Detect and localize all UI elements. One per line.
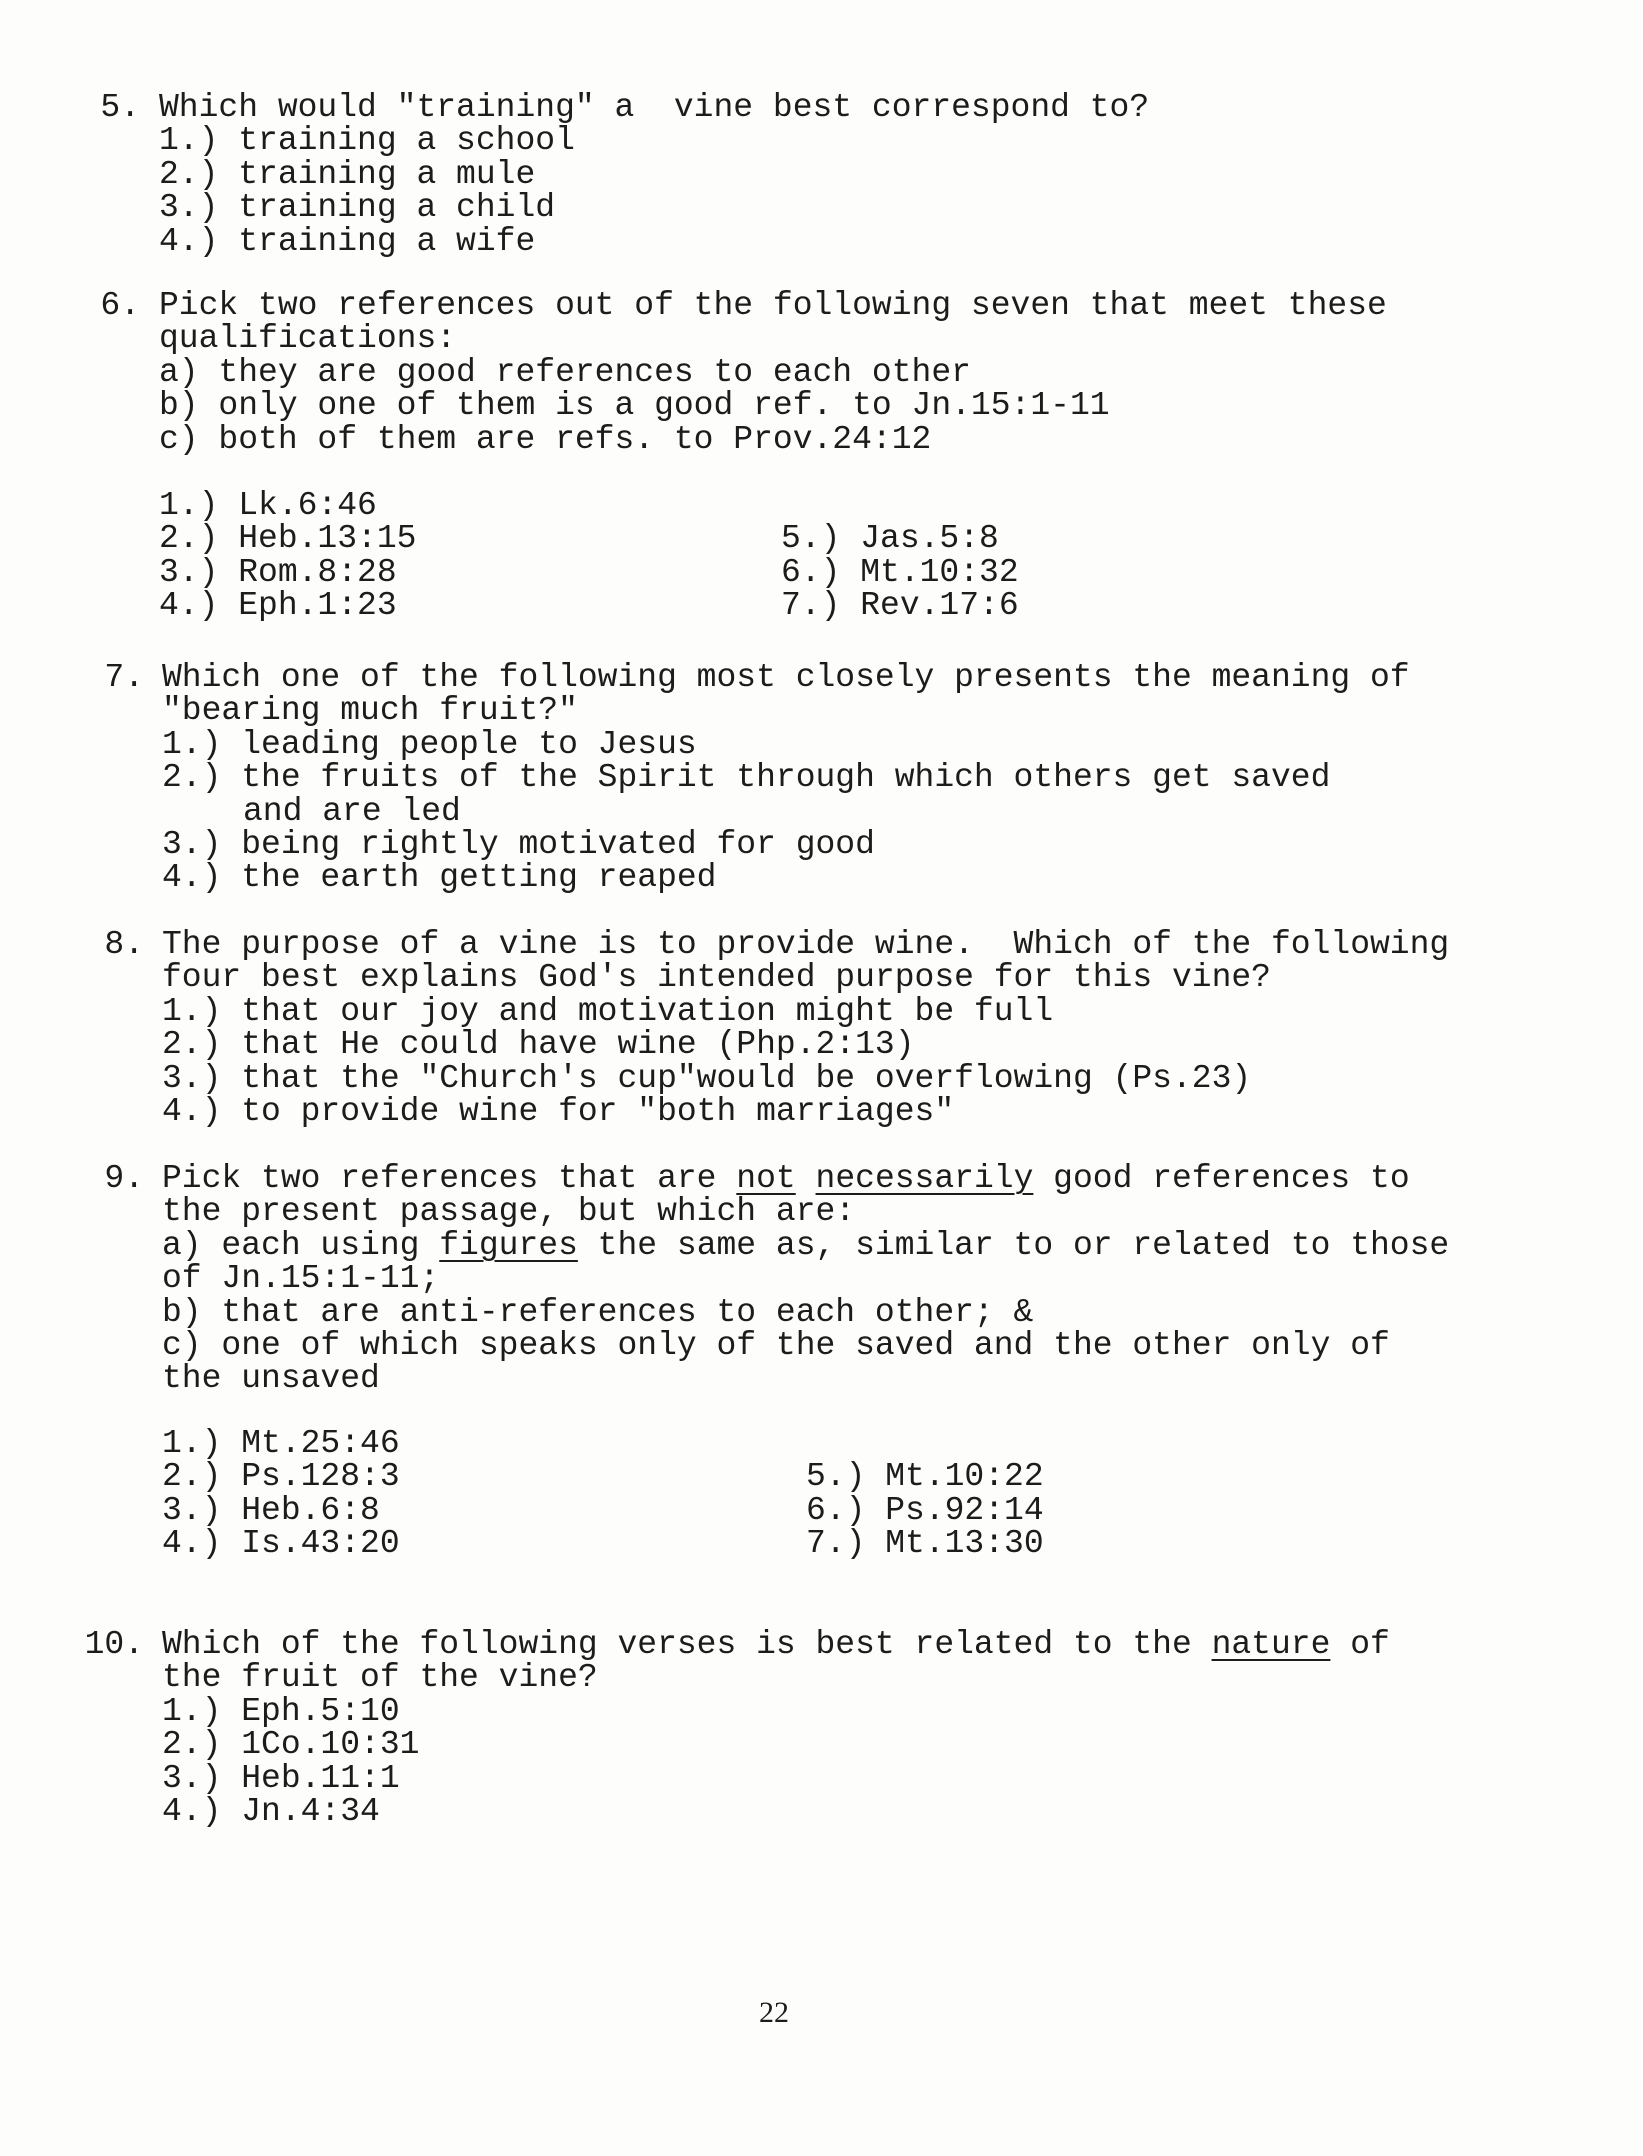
stem-text: of Jn.15:1-11;	[162, 1260, 440, 1298]
stem-text: the same as, similar to or related to those	[577, 1226, 1450, 1264]
question-body	[159, 91, 1149, 258]
stem-line	[162, 1162, 1449, 1195]
answer-option	[162, 725, 1410, 763]
stem-text: Pick two references out of the following seven that meet these	[159, 287, 1387, 324]
stem-text: c) both of them are refs. to Prov.24:12	[159, 420, 932, 458]
reference-column-right	[806, 1458, 1044, 1563]
option-text: 2.) that He could have wine (Php.2:13)	[162, 1026, 915, 1064]
question-number: 10.	[84, 1626, 144, 1663]
underlined-text: figures	[439, 1226, 578, 1264]
answer-option	[159, 189, 1149, 227]
answer-option	[162, 992, 1449, 1030]
option-continuation: and are led	[243, 792, 461, 830]
stem-text	[796, 1160, 816, 1197]
option-text: 1.) training a school	[159, 122, 575, 160]
stem-text: c) one of which speaks only of the saved and the other only of	[162, 1326, 1390, 1364]
question-body	[162, 928, 1449, 1128]
stem-text: qualifications:	[159, 320, 457, 358]
stem-line	[162, 1260, 1449, 1298]
stem-line	[162, 661, 1410, 694]
reference-column-left	[159, 489, 416, 623]
option-text: 3.) that the "Church's cup"would be overflowing (Ps.23)	[162, 1059, 1252, 1097]
option-text: 4.) to provide wine for "both marriages"	[162, 1092, 955, 1130]
question-number: 7.	[104, 659, 144, 696]
reference-item: 6.) Mt.10:32	[781, 553, 1019, 591]
stem-line	[162, 959, 1449, 997]
reference-item: 3.) Rom.8:28	[159, 553, 397, 591]
answer-option	[159, 155, 1149, 193]
stem-text: the present passage, but which are:	[162, 1193, 856, 1231]
reference-item: 4.) Eph.1:23	[159, 587, 397, 625]
reference-item: 1.) Mt.25:46	[162, 1425, 400, 1462]
question-number: 6.	[100, 287, 140, 324]
stem-line	[162, 1360, 1449, 1398]
answer-option	[162, 859, 1410, 897]
stem-text: four best explains God's intended purpose for this vine?	[162, 959, 1271, 997]
option-text: 3.) being rightly motivated for good	[162, 825, 875, 863]
stem-text: a) each using	[162, 1226, 440, 1264]
stem-line	[162, 1226, 1450, 1264]
reference-item: 6.) Ps.92:14	[806, 1491, 1044, 1529]
answer-option	[162, 1692, 1390, 1730]
answer-option	[162, 1092, 1449, 1130]
reference-item: 5.) Mt.10:22	[806, 1458, 1044, 1496]
stem-line	[159, 387, 1387, 425]
stem-text: good references to	[1033, 1160, 1410, 1197]
option-text: 4.) Jn.4:34	[162, 1792, 380, 1830]
reference-column-right	[781, 520, 1019, 625]
question-body	[159, 289, 1387, 456]
stem-line	[159, 420, 1387, 458]
reference-item: 2.) Heb.13:15	[159, 520, 417, 558]
reference-item: 4.) Is.43:20	[162, 1525, 400, 1563]
reference-item: 7.) Mt.13:30	[806, 1525, 1044, 1563]
stem-line	[162, 1326, 1449, 1364]
stem-line	[162, 1293, 1449, 1331]
option-text: 1.) that our joy and motivation might be full	[162, 992, 1054, 1030]
option-text: 2.) 1Co.10:31	[162, 1726, 420, 1764]
answer-option	[162, 1026, 1449, 1064]
question-number: 5.	[100, 89, 140, 126]
answer-option	[159, 222, 1149, 260]
option-text: 2.) the fruits of the Spirit through which others get saved	[162, 759, 1331, 797]
reference-item: 5.) Jas.5:8	[781, 520, 999, 558]
question-body	[162, 1628, 1390, 1828]
stem-line	[162, 928, 1449, 961]
stem-text: Which of the following verses is best related to the	[162, 1626, 1212, 1663]
stem-text: The purpose of a vine is to provide wine. Which of the following	[162, 926, 1450, 963]
underlined-text: not	[736, 1160, 796, 1197]
answer-option	[162, 1792, 1390, 1830]
answer-option	[162, 1759, 1390, 1797]
stem-text: the fruit of the vine?	[162, 1659, 598, 1697]
question-body	[162, 661, 1410, 895]
reference-item: 3.) Heb.6:8	[162, 1491, 380, 1529]
answer-option	[162, 1059, 1449, 1097]
stem-text: a) they are good references to each other	[159, 353, 971, 391]
option-text: 1.) Eph.5:10	[162, 1692, 400, 1730]
stem-text: b) only one of them is a good ref. to Jn.15:1-11	[159, 387, 1110, 425]
stem-text: Pick two references that are	[162, 1160, 737, 1197]
option-text: 2.) training a mule	[159, 155, 536, 193]
underlined-text: nature	[1211, 1626, 1331, 1663]
reference-item: 2.) Ps.128:3	[162, 1458, 400, 1496]
stem-line	[159, 91, 1149, 124]
stem-line	[162, 1628, 1390, 1661]
option-text: 3.) training a child	[159, 189, 556, 227]
answer-option	[162, 761, 1410, 828]
stem-line	[162, 692, 1410, 730]
page-number: 22	[759, 1996, 789, 2029]
question-number: 8.	[104, 926, 144, 963]
option-text: 1.) leading people to Jesus	[162, 725, 697, 763]
underlined-text: necessarily	[815, 1160, 1034, 1197]
stem-text: the unsaved	[162, 1360, 380, 1398]
option-text: 4.) the earth getting reaped	[162, 859, 717, 897]
stem-text: Which would "training" a vine best correspond to?	[159, 89, 1150, 126]
answer-option	[162, 1726, 1390, 1764]
stem-line	[162, 1659, 1390, 1697]
stem-line	[159, 353, 1387, 391]
stem-text: b) that are anti-references to each other; &	[162, 1293, 1034, 1331]
reference-item: 1.) Lk.6:46	[159, 487, 377, 524]
question-body	[162, 1162, 1449, 1396]
stem-text: of	[1330, 1626, 1390, 1663]
answer-option	[159, 122, 1149, 160]
stem-line	[159, 320, 1387, 358]
option-text: 3.) Heb.11:1	[162, 1759, 400, 1797]
stem-text: "bearing much fruit?"	[162, 692, 578, 730]
question-number: 9.	[104, 1160, 144, 1197]
stem-text: Which one of the following most closely presents the meaning of	[162, 659, 1410, 696]
stem-line	[162, 1193, 1449, 1231]
answer-option	[162, 825, 1410, 863]
reference-column-left	[162, 1427, 400, 1561]
stem-line	[159, 289, 1387, 322]
option-text: 4.) training a wife	[159, 222, 536, 260]
reference-item: 7.) Rev.17:6	[781, 587, 1019, 625]
